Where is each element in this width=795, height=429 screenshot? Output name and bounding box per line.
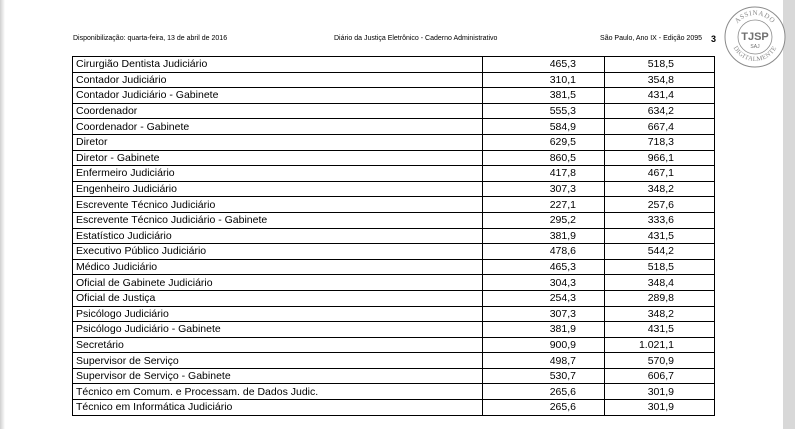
cargo-cell: Oficial de Justiça [73,290,483,306]
cargo-cell: Técnico em Comum. e Processam. de Dados Judic. [73,384,483,400]
value-2-cell: 333,6 [605,212,715,228]
value-1-cell: 295,2 [483,212,605,228]
seal-bottom-text: DIGITALMENTE [731,44,779,64]
value-1-cell: 555,3 [483,103,605,119]
value-1-cell: 307,3 [483,306,605,322]
value-1-cell: 860,5 [483,150,605,166]
value-2-cell: 518,5 [605,259,715,275]
cargo-cell: Escrevente Técnico Judiciário [73,197,483,213]
cargo-cell: Oficial de Gabinete Judiciário [73,275,483,291]
value-1-cell: 227,1 [483,197,605,213]
value-1-cell: 584,9 [483,119,605,135]
table-row [73,103,715,119]
cargo-cell: Diretor - Gabinete [73,150,483,166]
value-1-cell: 304,3 [483,275,605,291]
header-date: Disponibilização: quarta-feira, 13 de abril de 2016 [73,35,228,42]
table-row [73,150,715,166]
value-2-cell: 544,2 [605,244,715,260]
cargo-cell: Supervisor de Serviço - Gabinete [73,368,483,384]
cargo-cell: Contador Judiciário [73,72,483,88]
value-2-cell: 467,1 [605,166,715,182]
value-2-cell: 301,9 [605,384,715,400]
header-publication: Diário da Justiça Eletrônico - Caderno Administrativo [334,35,498,42]
value-1-cell: 381,5 [483,88,605,104]
value-2-cell: 301,9 [605,400,715,416]
cargo-cell: Cirurgião Dentista Judiciário [73,57,483,73]
value-2-cell: 966,1 [605,150,715,166]
cargo-cell: Psicólogo Judiciário - Gabinete [73,322,483,338]
value-2-cell: 570,9 [605,353,715,369]
value-2-cell: 667,4 [605,119,715,135]
seal-top-text: ASSINADO [733,8,777,25]
value-2-cell: 431,5 [605,228,715,244]
table-row [73,72,715,88]
value-1-cell: 310,1 [483,72,605,88]
cargo-cell: Estatístico Judiciário [73,228,483,244]
table-row [73,166,715,182]
value-1-cell: 629,5 [483,134,605,150]
cargo-cell: Contador Judiciário - Gabinete [73,88,483,104]
page-number: 3 [710,34,716,44]
salary-table [72,56,715,416]
value-1-cell: 478,6 [483,244,605,260]
value-2-cell: 518,5 [605,57,715,73]
table-row [73,88,715,104]
cargo-cell: Diretor [73,134,483,150]
table-row [73,353,715,369]
cargo-cell: Coordenador - Gabinete [73,119,483,135]
page-header [73,33,714,45]
cargo-cell: Executivo Público Judiciário [73,244,483,260]
value-2-cell: 1.021,1 [605,337,715,353]
table-row [73,134,715,150]
table-row [73,119,715,135]
value-2-cell: 606,7 [605,368,715,384]
value-1-cell: 254,3 [483,290,605,306]
table-row [73,244,715,260]
table-row [73,228,715,244]
value-1-cell: 465,3 [483,57,605,73]
value-1-cell: 417,8 [483,166,605,182]
table-row [73,197,715,213]
viewer-left-shadow [0,0,5,429]
cargo-cell: Escrevente Técnico Judiciário - Gabinete [73,212,483,228]
value-1-cell: 307,3 [483,181,605,197]
value-1-cell: 381,9 [483,322,605,338]
value-2-cell: 354,8 [605,72,715,88]
table-row [73,306,715,322]
cargo-cell: Secretário [73,337,483,353]
value-2-cell: 431,4 [605,88,715,104]
table-row [73,275,715,291]
cargo-cell: Médico Judiciário [73,259,483,275]
value-1-cell: 900,9 [483,337,605,353]
table-row [73,181,715,197]
value-2-cell: 348,2 [605,181,715,197]
value-2-cell: 348,2 [605,306,715,322]
value-2-cell: 634,2 [605,103,715,119]
value-1-cell: 381,9 [483,228,605,244]
table-row [73,384,715,400]
cargo-cell: Coordenador [73,103,483,119]
value-2-cell: 348,4 [605,275,715,291]
table-row [73,259,715,275]
value-1-cell: 265,6 [483,384,605,400]
value-1-cell: 465,3 [483,259,605,275]
cargo-cell: Psicólogo Judiciário [73,306,483,322]
seal-sub-text: SAJ [750,44,760,50]
seal-icon [724,6,786,68]
cargo-cell: Técnico em Informática Judiciário [73,400,483,416]
table-row [73,368,715,384]
cargo-cell: Supervisor de Serviço [73,353,483,369]
table-row [73,337,715,353]
table-row [73,290,715,306]
value-1-cell: 265,6 [483,400,605,416]
table-row [73,400,715,416]
value-1-cell: 530,7 [483,368,605,384]
value-2-cell: 289,8 [605,290,715,306]
value-2-cell: 718,3 [605,134,715,150]
table-row [73,212,715,228]
seal-center-text: TJSP [741,31,769,43]
salary-table-body [73,57,715,416]
value-2-cell: 257,6 [605,197,715,213]
cargo-cell: Enfermeiro Judiciário [73,166,483,182]
header-edition: São Paulo, Ano IX - Edição 2095 [600,35,702,42]
value-1-cell: 498,7 [483,353,605,369]
table-row [73,57,715,73]
cargo-cell: Engenheiro Judiciário [73,181,483,197]
value-2-cell: 431,5 [605,322,715,338]
table-row [73,322,715,338]
